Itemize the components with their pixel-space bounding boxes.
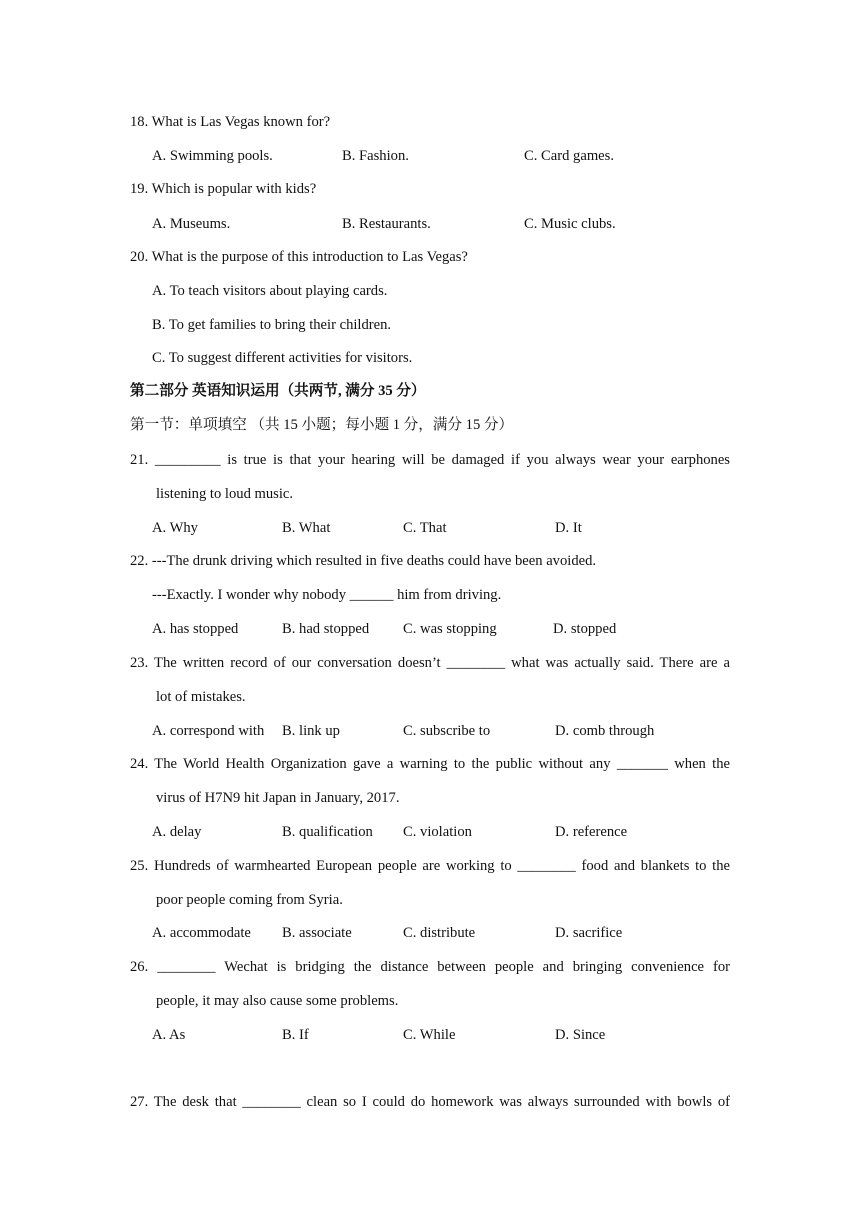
q19-option-b: B. Restaurants. — [342, 216, 431, 232]
question-24: 24. The World Health Organization gave a warning to the public without any _______ when the — [130, 756, 730, 772]
q18-option-b: B. Fashion. — [342, 148, 409, 164]
q18-option-a: A. Swimming pools. — [152, 148, 273, 164]
q22-option-a: A. has stopped — [152, 621, 239, 637]
q23-option-a: A. correspond with — [152, 723, 265, 739]
question-23: 23. The written record of our conversation doesn’t ________ what was actually said. There are a — [130, 655, 730, 671]
q24-option-d: D. reference — [555, 824, 628, 840]
question-26-cont: people, it may also cause some problems. — [156, 993, 399, 1009]
q23-option-b: B. link up — [282, 723, 340, 739]
q23-option-c: C. subscribe to — [403, 723, 491, 739]
question-22-reply: ---Exactly. I wonder why nobody ______ him from driving. — [152, 587, 502, 603]
question-21-cont: listening to loud music. — [156, 486, 294, 502]
q21-option-b: B. What — [282, 520, 331, 536]
question-23-cont: lot of mistakes. — [156, 689, 246, 705]
q24-option-c: C. violation — [403, 824, 472, 840]
q22-option-d: D. stopped — [553, 621, 617, 637]
q21-option-c: C. That — [403, 520, 447, 536]
q22-option-b: B. had stopped — [282, 621, 370, 637]
q26-option-a: A. As — [152, 1027, 186, 1043]
q19-option-a: A. Museums. — [152, 216, 231, 232]
question-25-cont: poor people coming from Syria. — [156, 892, 343, 908]
q23-option-d: D. comb through — [555, 723, 655, 739]
q24-option-a: A. delay — [152, 824, 202, 840]
question-21: 21. _________ is true is that your hearing will be damaged if you always wear your earphones — [130, 452, 730, 468]
q21-option-d: D. It — [555, 520, 582, 536]
q26-option-c: C. While — [403, 1027, 456, 1043]
q18-option-c: C. Card games. — [524, 148, 614, 164]
q24-option-b: B. qualification — [282, 824, 373, 840]
q25-option-a: A. accommodate — [152, 925, 251, 941]
q25-option-d: D. sacrifice — [555, 925, 623, 941]
q20-option-b: B. To get families to bring their children. — [152, 317, 392, 333]
q21-option-a: A. Why — [152, 520, 198, 536]
q25-option-b: B. associate — [282, 925, 352, 941]
question-25: 25. Hundreds of warmhearted European people are working to ________ food and blankets to the — [130, 858, 730, 874]
q20-option-a: A. To teach visitors about playing cards. — [152, 283, 388, 299]
question-18: 18. What is Las Vegas known for? — [130, 114, 331, 130]
section1-title: 第一节：单项填空 （共 15 小题；每小题 1 分，满分 15 分） — [130, 417, 514, 433]
question-22: 22. ---The drunk driving which resulted in five deaths could have been avoided. — [130, 553, 597, 569]
question-24-cont: virus of H7N9 hit Japan in January, 2017. — [156, 790, 400, 806]
q19-option-c: C. Music clubs. — [524, 216, 616, 232]
q26-option-b: B. If — [282, 1027, 309, 1043]
part2-title: 第二部分 英语知识运用（共两节, 满分 35 分） — [130, 383, 426, 399]
question-26: 26. ________ Wechat is bridging the distance between people and bringing convenience for — [130, 959, 730, 975]
question-19: 19. Which is popular with kids? — [130, 181, 317, 197]
q25-option-c: C. distribute — [403, 925, 476, 941]
q20-option-c: C. To suggest different activities for visitors. — [152, 350, 413, 366]
q26-option-d: D. Since — [555, 1027, 606, 1043]
q22-option-c: C. was stopping — [403, 621, 497, 637]
question-27: 27. The desk that ________ clean so I could do homework was always surrounded with bowls of — [130, 1094, 730, 1110]
question-20: 20. What is the purpose of this introduction to Las Vegas? — [130, 249, 468, 265]
